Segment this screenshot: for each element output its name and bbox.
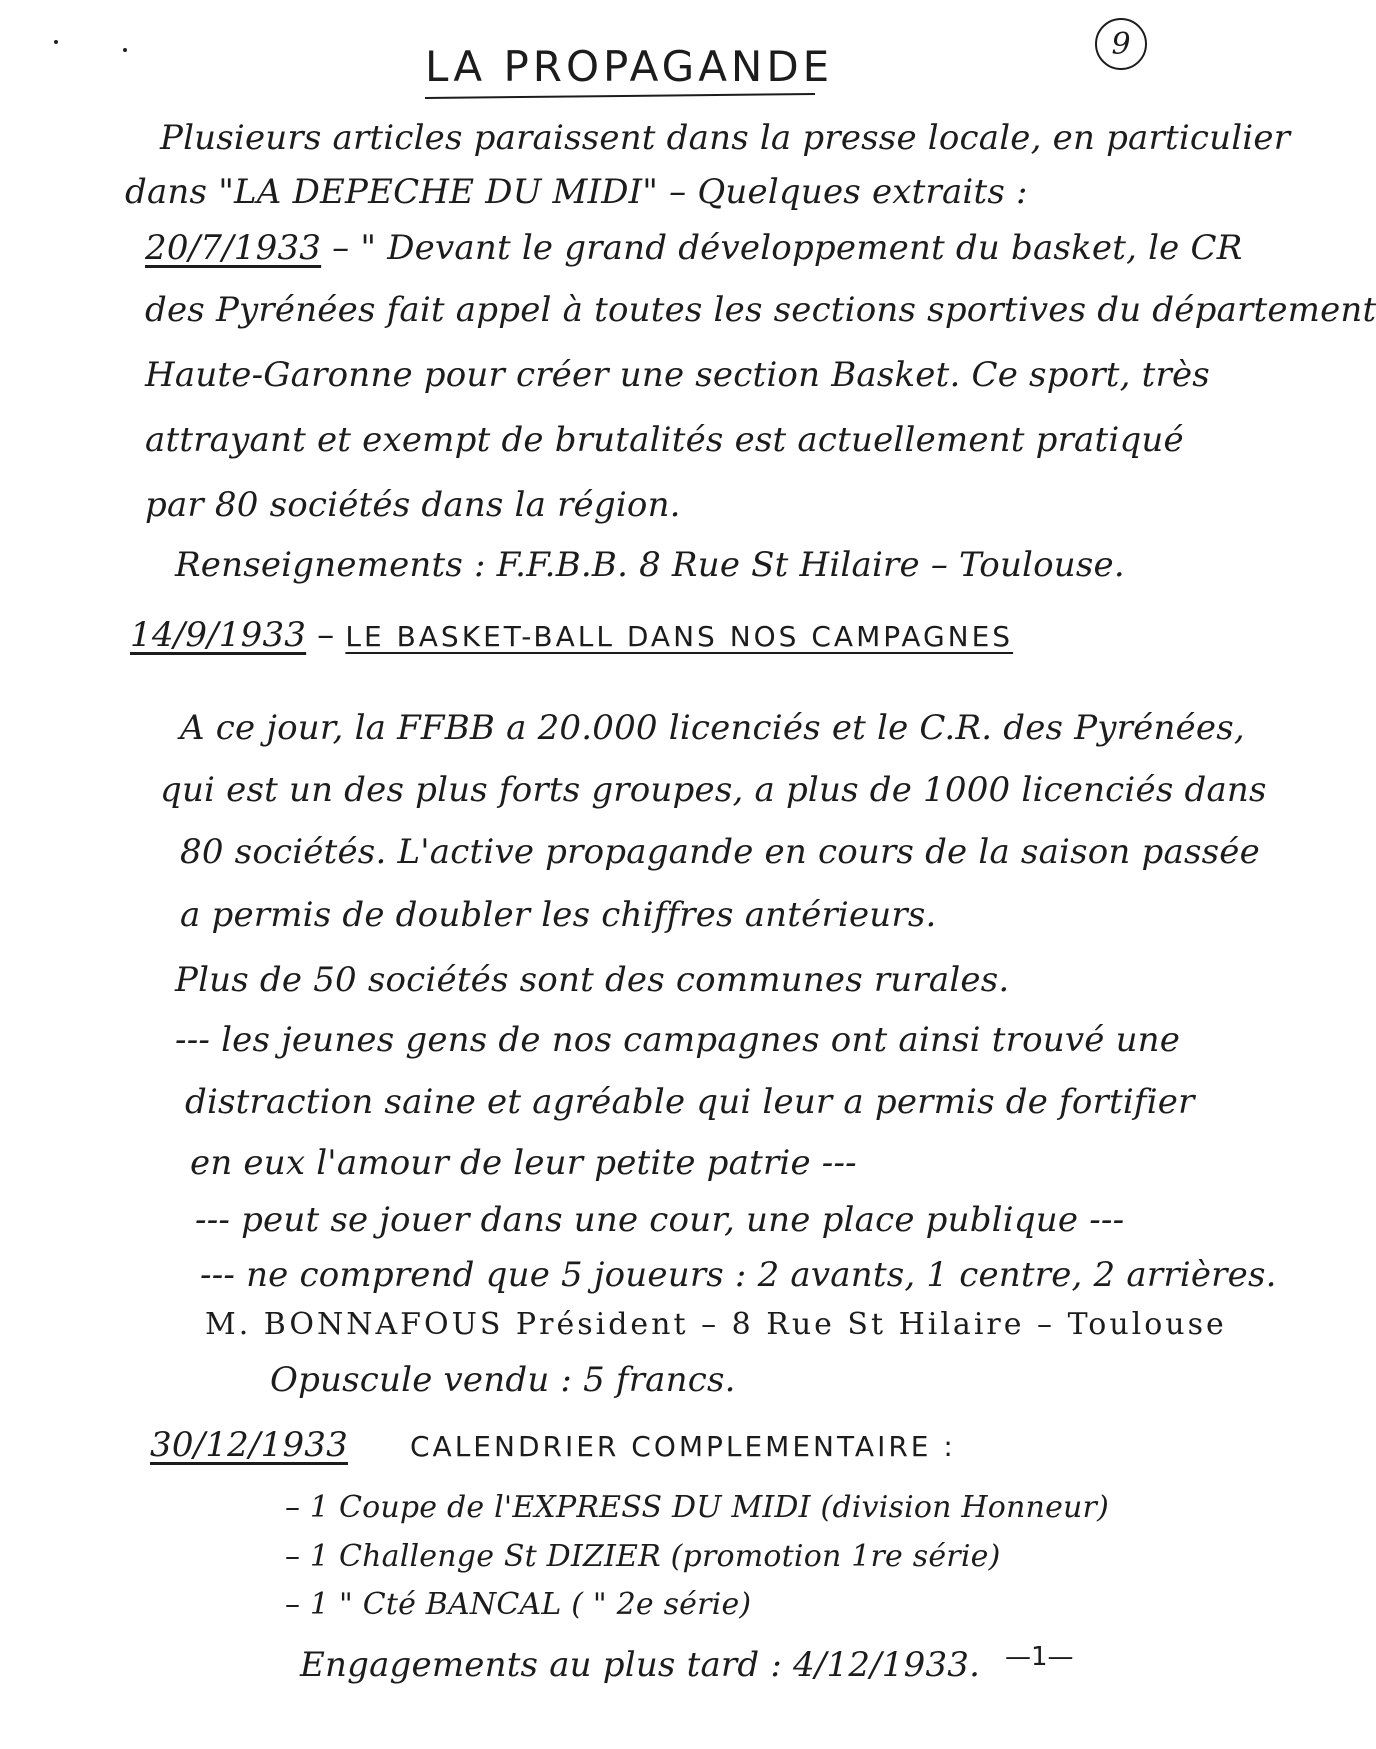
article-1-line-1: – " Devant le grand développement du basket, le CR	[321, 228, 1243, 268]
article-2-line-4: a permis de doubler les chiffres antérieurs.	[180, 895, 937, 935]
article-1-line-2: des Pyrénées fait appel à toutes les sections sportives du département	[145, 290, 1376, 330]
article-2-line-12: Opuscule vendu : 5 francs.	[270, 1360, 736, 1400]
ink-speck	[123, 48, 127, 52]
intro-line-2: dans "LA DEPECHE DU MIDI" – Quelques extraits :	[125, 172, 1028, 212]
article-2-date: 14/9/1933	[130, 615, 307, 655]
article-1-date: 20/7/1933	[145, 228, 322, 268]
article-2-line-5: Plus de 50 sociétés sont des communes rurales.	[175, 960, 1010, 1000]
article-2-line-2: qui est un des plus forts groupes, a plus de 1000 licenciés dans	[160, 770, 1267, 810]
page-title: LA PROPAGANDE	[425, 42, 834, 91]
article-3-date: 30/12/1933	[150, 1425, 348, 1465]
article-2-line-7: distraction saine et agréable qui leur a permis de fortifier	[185, 1082, 1195, 1122]
article-3-header	[150, 1425, 956, 1467]
article-1-line-5: par 80 sociétés dans la région.	[145, 485, 681, 525]
article-2-line-1: A ce jour, la FFBB a 20.000 licenciés et le C.R. des Pyrénées,	[180, 708, 1245, 748]
article-1-line-3: Haute-Garonne pour créer une section Basket. Ce sport, très	[145, 355, 1210, 395]
ink-speck	[54, 40, 58, 44]
article-3-line-1: – 1 Coupe de l'EXPRESS DU MIDI (division Honneur)	[285, 1490, 1109, 1525]
article-2-line-11: M. BONNAFOUS Président – 8 Rue St Hilaire – Toulouse	[205, 1307, 1227, 1342]
article-2-line-3: 80 sociétés. L'active propagande en cours de la saison passée	[180, 832, 1260, 872]
article-3-heading: CALENDRIER COMPLEMENTAIRE :	[410, 1430, 956, 1463]
end-mark: —1—	[1005, 1642, 1074, 1672]
article-1-line-4: attrayant et exempt de brutalités est actuellement pratiqué	[145, 420, 1184, 460]
article-2-header: 14/9/1933 – LE BASKET-BALL DANS NOS CAMPAGNES	[130, 615, 1014, 655]
title-underline	[425, 93, 815, 99]
article-2-line-10: --- ne comprend que 5 joueurs : 2 avants, 1 centre, 2 arrières.	[200, 1255, 1277, 1295]
article-2-line-9: --- peut se jouer dans une cour, une place publique ---	[195, 1200, 1125, 1240]
article-2-heading: LE BASKET-BALL DANS NOS CAMPAGNES	[345, 620, 1014, 653]
page-number: 9	[1095, 18, 1147, 70]
intro-line-1: Plusieurs articles paraissent dans la presse locale, en particulier	[160, 118, 1291, 158]
article-3-line-2: – 1 Challenge St DIZIER (promotion 1re série)	[285, 1539, 1001, 1574]
article-1-first-line	[145, 228, 1243, 268]
article-1-line-6: Renseignements : F.F.B.B. 8 Rue St Hilaire – Toulouse.	[175, 545, 1125, 585]
article-3-line-4: Engagements au plus tard : 4/12/1933.	[300, 1645, 981, 1685]
article-3-line-3: – 1 " Cté BANCAL ( " 2e série)	[285, 1587, 752, 1622]
article-2-line-6: --- les jeunes gens de nos campagnes ont ainsi trouvé une	[175, 1020, 1181, 1060]
article-2-line-8: en eux l'amour de leur petite patrie ---	[190, 1143, 857, 1183]
